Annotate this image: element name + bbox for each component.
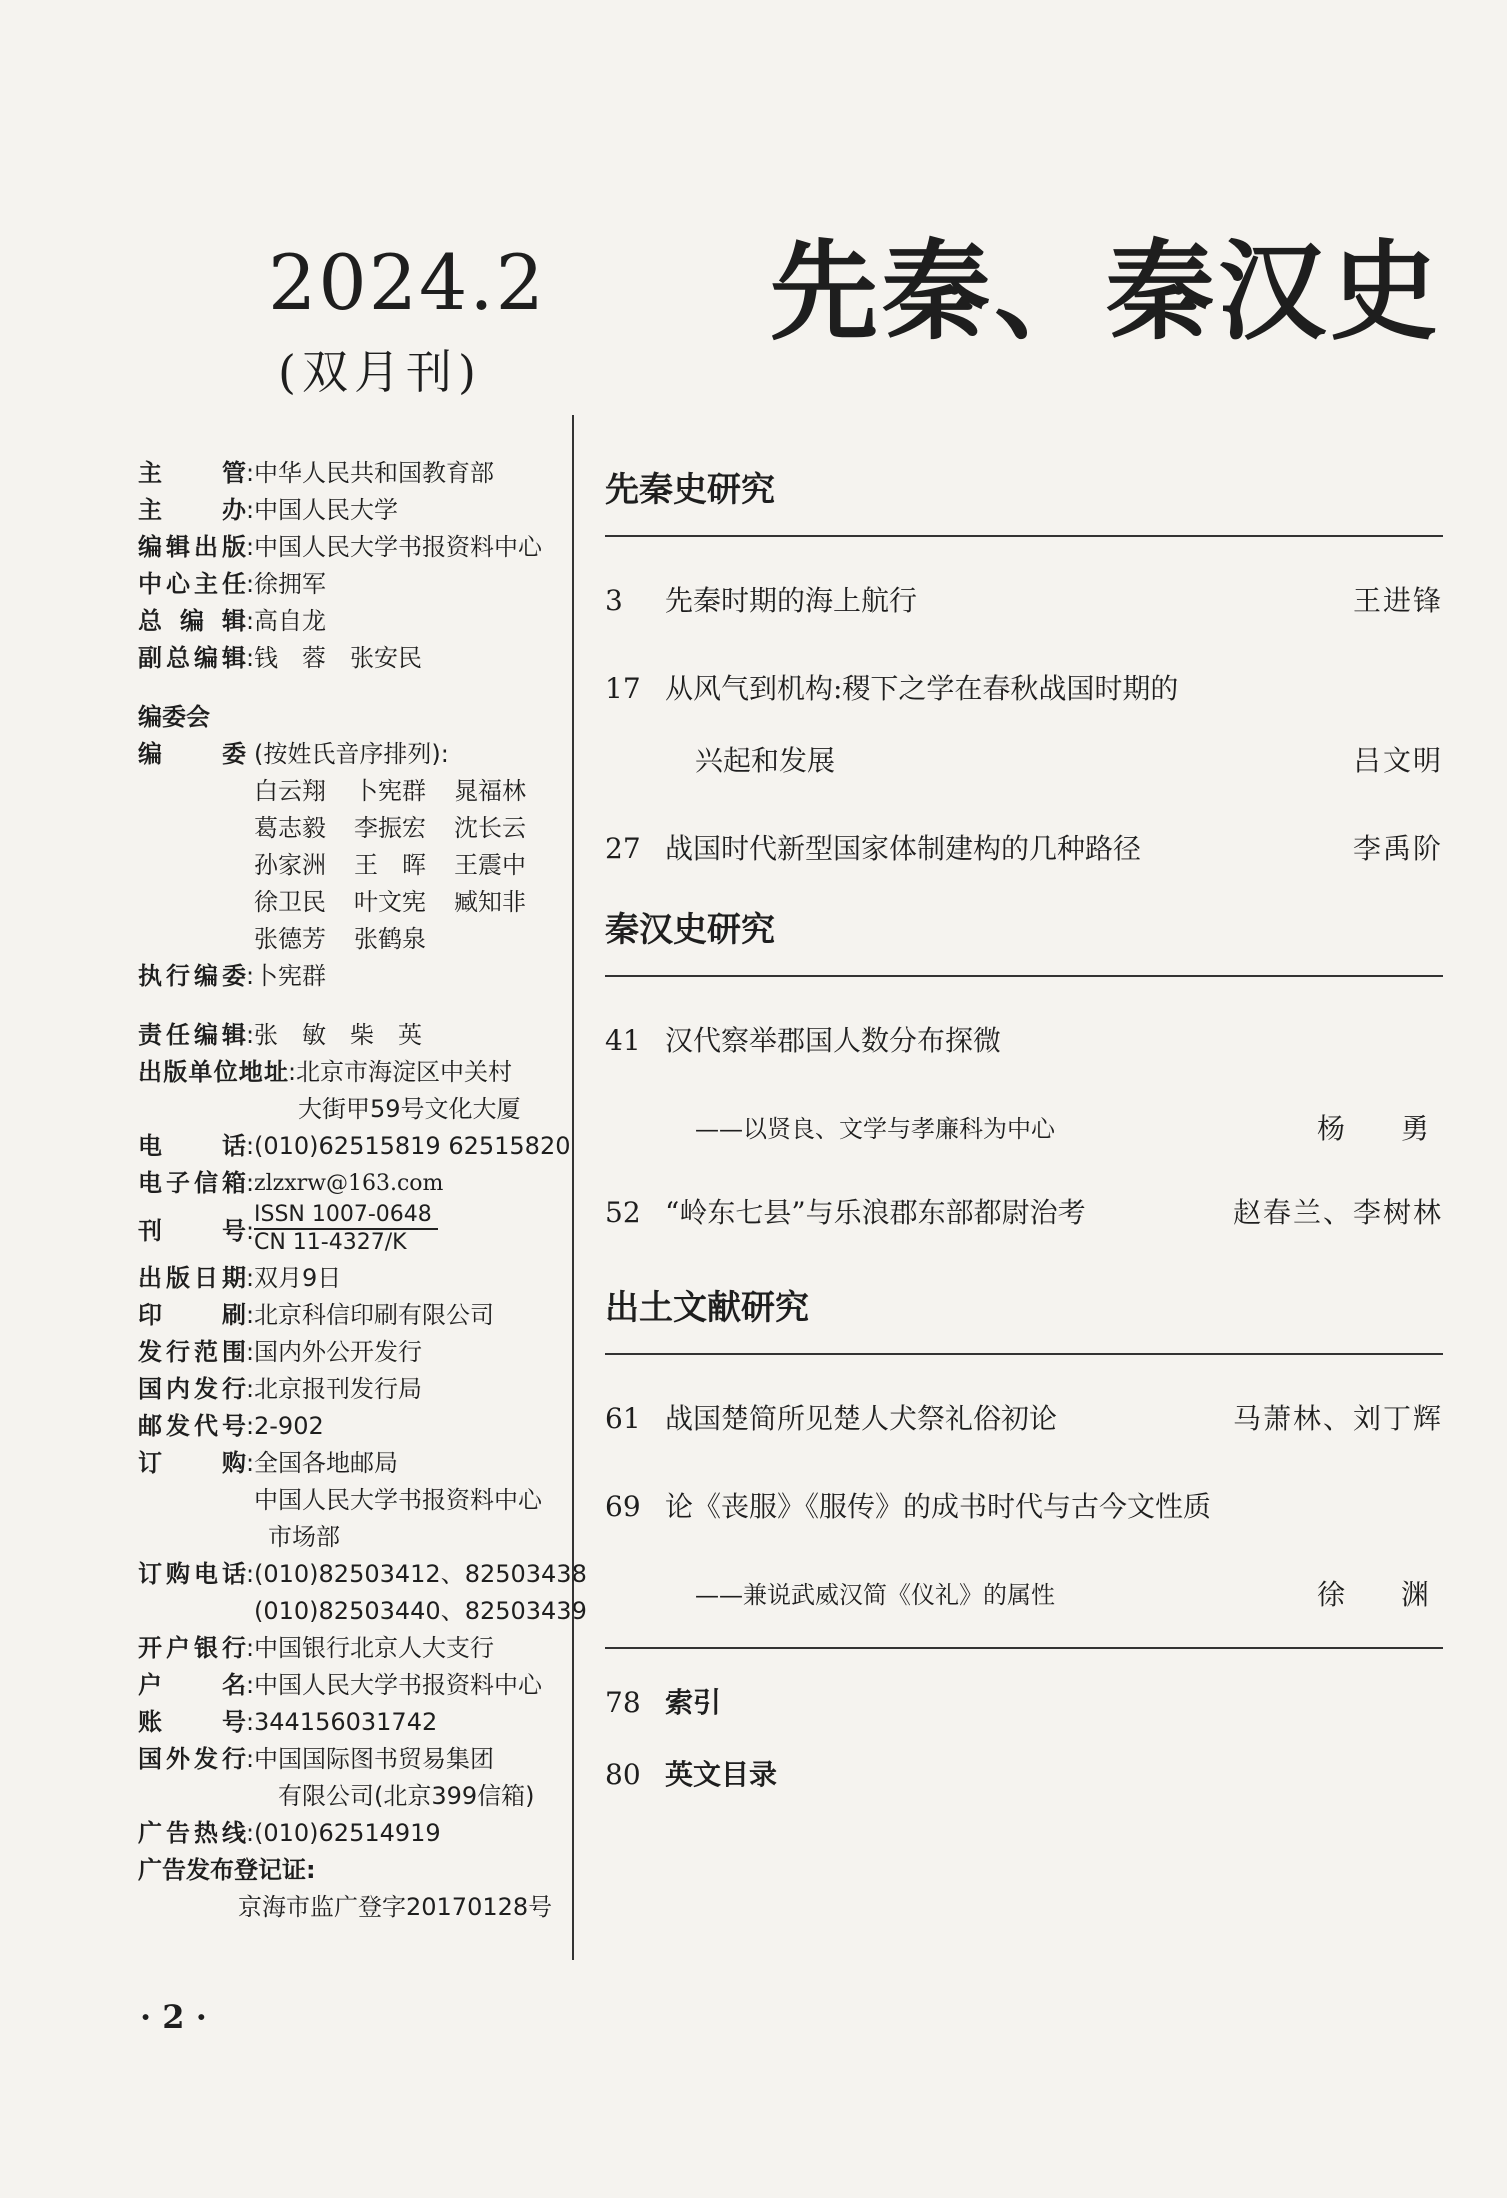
toc-entry[interactable] <box>605 663 1443 735</box>
info-postal-code: 邮发代号 : 2-902 <box>138 1412 324 1440</box>
toc-author: 徐 渊 <box>1316 1578 1443 1611</box>
info-overseas: 国外发行 : 中国国际图书贸易集团 <box>138 1745 494 1773</box>
table-of-contents <box>605 455 1443 1837</box>
info-board: 编委 (按姓氏音序排列): <box>138 740 449 768</box>
toc-title: 从风气到机构:稷下之学在春秋战国时期的 <box>665 672 1179 705</box>
toc-entry[interactable] <box>605 1749 1443 1837</box>
info-account-no: 账号 : 344156031742 <box>138 1708 438 1736</box>
info-ad-license: 京海市监广登字20170128号 <box>238 1893 553 1921</box>
cn-code: CN 11-4327/K <box>254 1230 407 1255</box>
info-order-phone-cont: (010)82503440、82503439 <box>254 1597 587 1625</box>
toc-page: 41 <box>605 1024 641 1057</box>
toc-title-cont: 兴起和发展 <box>695 744 836 777</box>
section-divider <box>605 1353 1443 1355</box>
toc-subtitle: ——兼说武威汉简《仪礼》的属性 <box>695 1581 1055 1609</box>
toc-page: 78 <box>605 1686 641 1719</box>
issue-number: 2024.2 <box>268 238 546 327</box>
toc-author: 赵春兰、李树林 <box>1232 1196 1443 1229</box>
toc-author: 吕文明 <box>1352 744 1443 777</box>
info-overseas-cont: 有限公司(北京399信箱) <box>278 1782 535 1810</box>
info-order: 订购 : 全国各地邮局 <box>138 1449 398 1477</box>
info-order-phone: 订购电话 : (010)82503412、82503438 <box>138 1560 587 1588</box>
toc-entry[interactable] <box>605 1015 1443 1103</box>
info-chief-editor: 总编辑 : 高自龙 <box>138 607 326 635</box>
page-number: · 2 · <box>140 1998 207 2036</box>
info-director: 中心主任 : 徐拥军 <box>138 570 326 598</box>
issn: ISSN 1007-0648 <box>254 1202 438 1230</box>
toc-author: 马萧林、刘丁辉 <box>1232 1402 1443 1435</box>
info-account-name: 户名 : 中国人民大学书报资料中心 <box>138 1671 542 1699</box>
board-member-list <box>138 773 558 958</box>
board-member: 王震中 <box>454 851 526 879</box>
toc-title: 战国时代新型国家体制建构的几种路径 <box>665 832 1142 865</box>
toc-author: 杨 勇 <box>1316 1112 1443 1145</box>
info-code: 刊号 : ISSN 1007-0648 CN 11-4327/K <box>138 1202 558 1260</box>
board-member: 张鹤泉 <box>354 925 426 953</box>
column-divider <box>572 415 574 1960</box>
section-divider <box>605 535 1443 537</box>
info-address-cont: 大街甲59号文化大厦 <box>298 1095 521 1123</box>
info-supervisor: 主管 : 中华人民共和国教育部 <box>138 459 494 487</box>
toc-page: 17 <box>605 672 641 705</box>
toc-author: 王进锋 <box>1352 584 1443 617</box>
board-member: 葛志毅 <box>254 814 326 842</box>
board-member: 沈长云 <box>454 814 526 842</box>
info-domestic: 国内发行 : 北京报刊发行局 <box>138 1375 422 1403</box>
board-member: 李振宏 <box>354 814 426 842</box>
info-deputy-editors: 副总编辑 : 钱 蓉 张安民 <box>138 644 422 672</box>
toc-entry[interactable] <box>605 1677 1443 1749</box>
toc-subtitle: ——以贤良、文学与孝廉科为中心 <box>695 1115 1055 1143</box>
toc-title: 战国楚简所见楚人犬祭礼俗初论 <box>665 1402 1058 1435</box>
info-exec-editor: 执行编委 : 卜宪群 <box>138 962 326 990</box>
board-member: 孙家洲 <box>254 851 326 879</box>
toc-subtitle-row <box>605 1103 1443 1187</box>
toc-entry[interactable] <box>605 575 1443 663</box>
board-member: 叶文宪 <box>354 888 426 916</box>
toc-title: 论《丧服》《服传》的成书时代与古今文性质 <box>665 1490 1212 1523</box>
section-divider <box>605 1647 1443 1649</box>
info-email: 电子信箱 : zlzxrw@163.com <box>138 1169 444 1197</box>
info-printer: 印刷 : 北京科信印刷有限公司 <box>138 1301 494 1329</box>
section-divider <box>605 975 1443 977</box>
info-ad-license-label: 广告发布登记证: <box>138 1856 316 1884</box>
board-member: 臧知非 <box>454 888 526 916</box>
publication-frequency: (双月刊) <box>278 345 482 399</box>
section-title: 秦汉史研究 <box>605 910 775 950</box>
board-member: 徐卫民 <box>254 888 326 916</box>
toc-page: 80 <box>605 1758 641 1791</box>
board-member: 王 晖 <box>354 851 426 879</box>
info-order-cont: 中国人民大学书报资料中心 <box>254 1486 542 1514</box>
toc-title: 先秦时期的海上航行 <box>665 584 918 617</box>
toc-entry[interactable] <box>605 1187 1443 1273</box>
toc-author: 李禹阶 <box>1352 832 1443 865</box>
section-title: 出土文献研究 <box>605 1288 809 1328</box>
info-phone: 电话 : (010)62515819 62515820 <box>138 1132 571 1160</box>
toc-title: “岭东七县”与乐浪郡东部都尉治考 <box>665 1196 1086 1229</box>
section-title: 先秦史研究 <box>605 470 775 510</box>
toc-subtitle-row <box>605 1569 1443 1629</box>
info-resp-editor: 责任编辑 : 张 敏 柴 英 <box>138 1021 422 1049</box>
info-sponsor: 主办 : 中国人民大学 <box>138 496 398 524</box>
toc-page: 27 <box>605 832 641 865</box>
toc-page: 61 <box>605 1402 641 1435</box>
info-board-title: 编委会 <box>138 703 210 731</box>
journal-title: 先秦、秦汉史 <box>770 229 1443 355</box>
info-pub-date: 出版日期 : 双月9日 <box>138 1264 342 1292</box>
toc-title: 汉代察举郡国人数分布探微 <box>665 1024 1002 1057</box>
info-address: 出版单位地址 : 北京市海淀区中关村 <box>138 1058 512 1086</box>
toc-title: 索引 <box>665 1686 722 1719</box>
board-member: 白云翔 <box>254 777 326 805</box>
toc-entry[interactable] <box>605 1393 1443 1481</box>
masthead-info <box>138 455 587 1926</box>
toc-entry[interactable] <box>605 1481 1443 1569</box>
info-ad-phone: 广告热线 : (010)62514919 <box>138 1819 441 1847</box>
toc-entry[interactable] <box>605 823 1443 895</box>
info-scope: 发行范围 : 国内外公开发行 <box>138 1338 422 1366</box>
board-member: 张德芳 <box>254 925 326 953</box>
toc-entry-cont <box>605 735 1443 823</box>
toc-page: 69 <box>605 1490 641 1523</box>
board-member: 卜宪群 <box>354 777 426 805</box>
toc-title: 英文目录 <box>665 1758 778 1791</box>
info-bank: 开户银行 : 中国银行北京人大支行 <box>138 1634 494 1662</box>
toc-page: 52 <box>605 1196 641 1229</box>
toc-page: 3 <box>605 584 623 617</box>
info-publisher: 编辑出版 : 中国人民大学书报资料中心 <box>138 533 542 561</box>
info-order-cont2: 市场部 <box>268 1523 340 1551</box>
board-member: 晁福林 <box>454 777 526 805</box>
